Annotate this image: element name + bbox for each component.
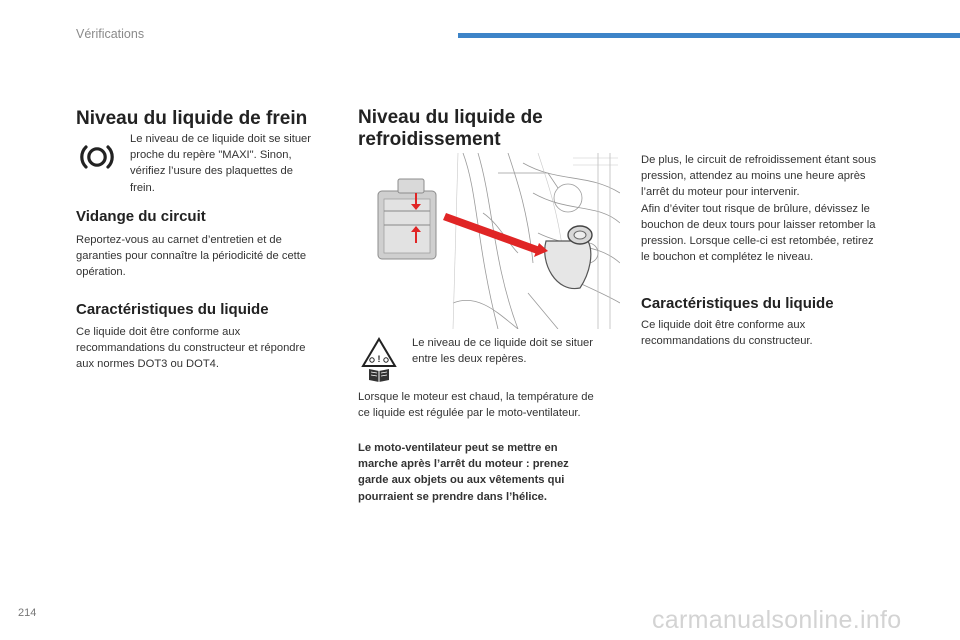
drain-text: Reportez-vous au carnet d’entretien et de garanties pour connaître la périodicité de cette opération. xyxy=(76,234,307,279)
coolant-spec-heading: Caractéristiques du liquide xyxy=(641,295,834,312)
brake-fluid-heading: Niveau du liquide de frein xyxy=(76,108,308,129)
drain-heading: Vidange du circuit xyxy=(76,208,206,225)
fan-warning-text: Le moto-ventilateur peut se mettre en marche après l’arrêt du moteur : prenez garde aux objets ou aux vêtements qui pourraient se prendre dans l’hélice. xyxy=(358,442,569,503)
coolant-level-note: Le niveau de ce liquide doit se situer entre les deux repères. xyxy=(412,337,593,366)
svg-text:!: ! xyxy=(377,354,381,364)
section-title: Vérifications xyxy=(76,27,145,41)
coolant-heading: Niveau du liquide de refroidissement xyxy=(358,107,543,150)
header-accent-bar xyxy=(458,33,960,38)
brake-warning-icon xyxy=(78,142,116,177)
engine-coolant-figure xyxy=(358,153,620,329)
owners-manual-icon xyxy=(368,366,390,387)
fluid-spec-heading: Caractéristiques du liquide xyxy=(76,301,269,318)
fluid-spec-text: Ce liquide doit être conforme aux recommandations du constructeur et répondre aux normes DOT3 ou DOT4. xyxy=(76,326,306,371)
watermark: carmanualsonline.info xyxy=(652,606,902,634)
brake-fluid-intro: Le niveau de ce liquide doit se situer proche du repère "MAXI". Sinon, vérifiez l’usure des plaquettes de frein. xyxy=(130,133,311,194)
engine-hot-text: Lorsque le moteur est chaud, la température de ce liquide est régulée par le moto-ventilateur. xyxy=(358,391,594,420)
page-number: 214 xyxy=(18,607,37,619)
coolant-spec-text: Ce liquide doit être conforme aux recommandations du constructeur. xyxy=(641,319,813,348)
pressure-instructions: De plus, le circuit de refroidissement étant sous pression, attendez au moins une heure après l’arrêt du moteur pour intervenir. Afin d’éviter tout risque de brûlure, dévissez le bouchon de deux tours pour laisser retomber la pression. Lorsque celle-ci est retombée, retirez le bouchon et complétez le niveau. xyxy=(641,154,877,264)
